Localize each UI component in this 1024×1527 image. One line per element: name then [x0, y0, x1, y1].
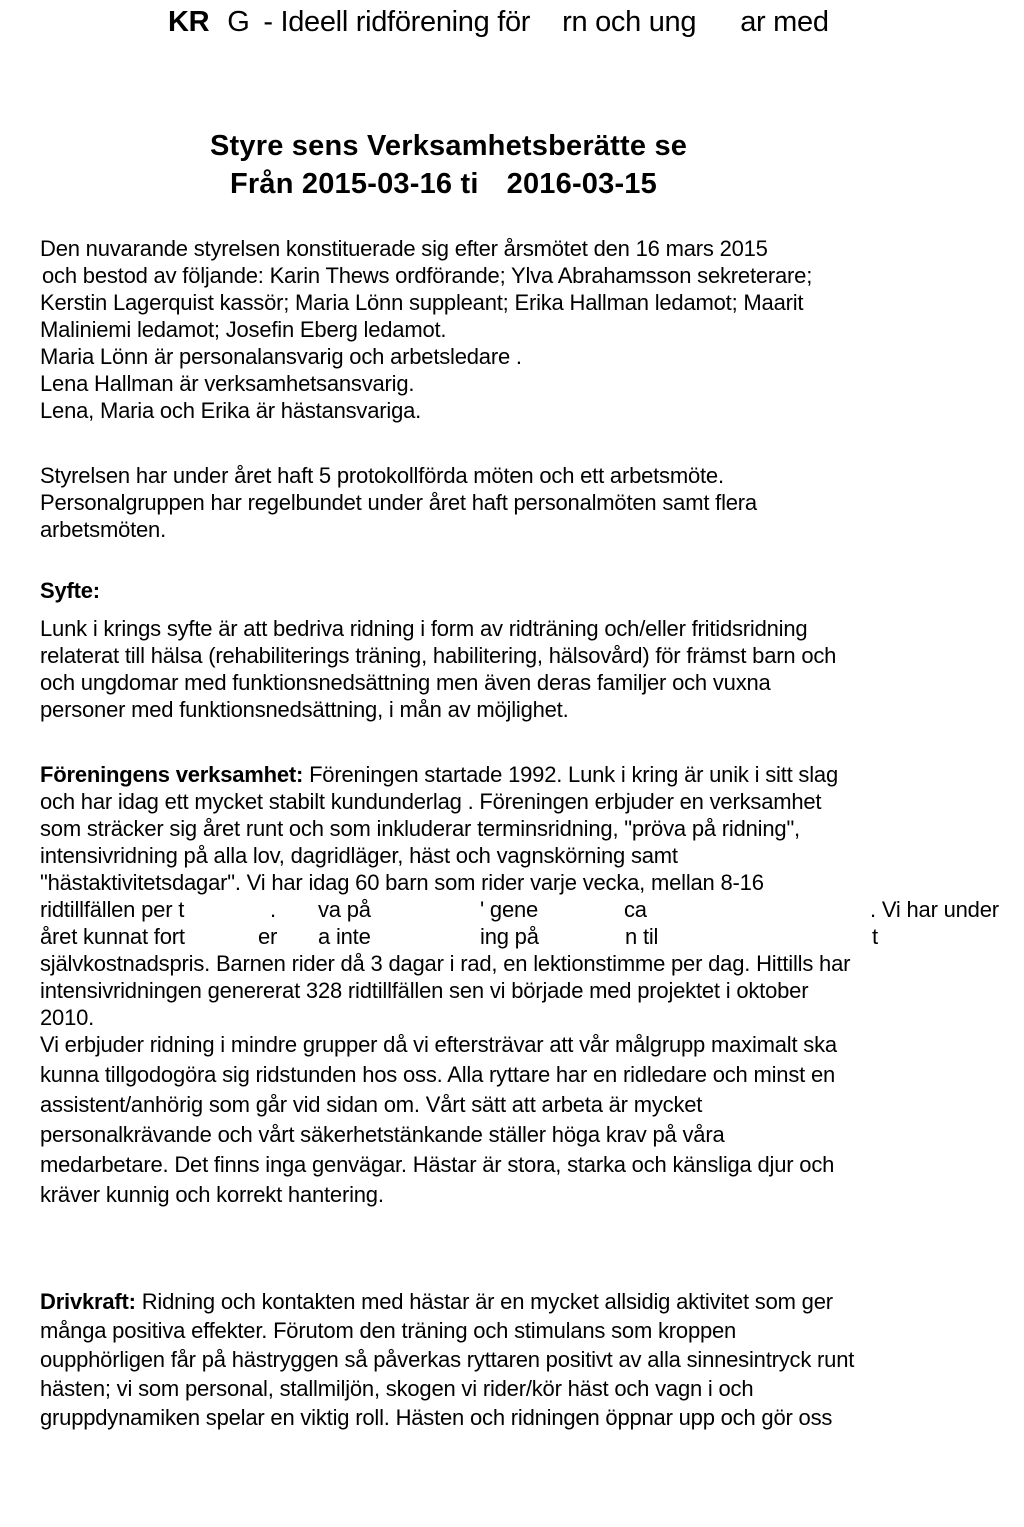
syfte-heading: Syfte: — [40, 578, 100, 603]
board-line: Lena Hallman är verksamhetsansvarig. — [40, 371, 415, 396]
board-line: och bestod av följande: Karin Thews ordförande; Ylva Abrahamsson sekreterare; — [42, 263, 813, 288]
verksamhet-line: som sträcker sig året runt och som inkluderar terminsridning, "pröva på ridning", — [40, 816, 800, 841]
verksamhet-line: intensivridning på alla lov, dagridläger, häst och vagnskörning samt — [40, 843, 678, 868]
verksamhet-heading: Föreningens verksamhet: — [40, 762, 304, 787]
board-line: Kerstin Lagerquist kassör; Maria Lönn suppleant; Erika Hallman ledamot; Maarit — [40, 290, 804, 315]
board-line: Den nuvarande styrelsen konstituerade sig efter årsmötet den 16 mars 2015 — [40, 236, 768, 261]
syfte-line: personer med funktionsnedsättning, i mån av möjlighet. — [40, 697, 569, 722]
page-title: Styre sens Verksamhetsberätte se — [210, 130, 688, 162]
meetings-line: Styrelsen har under året haft 5 protokollförda möten och ett arbetsmöte. — [40, 463, 724, 488]
verksamhet-line: medarbetare. Det finns inga genvägar. Hästar är stora, starka och känsliga djur och — [40, 1152, 835, 1177]
board-line: Lena, Maria och Erika är hästansvariga. — [40, 398, 422, 423]
drivkraft-line: hästen; vi som personal, stallmiljön, skogen vi rider/kör häst och vagn i och — [40, 1376, 754, 1401]
drivkraft-first-line: Drivkraft: Ridning och kontakten med hästar är en mycket allsidig aktivitet som ger — [40, 1289, 833, 1314]
drivkraft-line: gruppdynamiken spelar en viktig roll. Hästen och ridningen öppnar upp och gör oss — [40, 1405, 833, 1430]
verksamhet-line: personalkrävande och vårt säkerhetstänkande ställer höga krav på våra — [40, 1122, 725, 1147]
header-part-d: ar med — [740, 6, 829, 38]
drivkraft-heading: Drivkraft: — [40, 1289, 136, 1314]
meetings-line: Personalgruppen har regelbundet under året haft personalmöten samt flera — [40, 490, 757, 515]
verksamhet-line: "hästaktivitetsdagar". Vi har idag 60 barn som rider varje vecka, mellan 8-16 — [40, 870, 764, 895]
verksamhet-line: självkostnadspris. Barnen rider då 3 dagar i rad, en lektionstimme per dag. Hittills har — [40, 951, 851, 976]
fragment-piece: t — [872, 924, 878, 949]
document-header — [168, 6, 829, 39]
fragment-piece: året kunnat fort — [40, 924, 185, 949]
fragment-piece: ridtillfällen per t — [40, 897, 185, 922]
page-subtitle — [230, 168, 657, 201]
verksamhet-line: Vi erbjuder ridning i mindre grupper då vi eftersträvar att vår målgrupp maximalt ska — [40, 1032, 837, 1057]
drivkraft-line: oupphörligen får på hästryggen så påverkas ryttaren positivt av alla sinnesintryck runt — [40, 1347, 855, 1372]
fragment-piece: . Vi har under — [870, 897, 999, 922]
syfte-line: Lunk i krings syfte är att bedriva ridning i form av ridträning och/eller fritidsridning — [40, 616, 808, 641]
syfte-line: relaterat till hälsa (rehabiliterings träning, habilitering, hälsovård) för främst barn och — [40, 643, 837, 668]
verksamhet-line: 2010. — [40, 1005, 95, 1030]
fragment-piece: va på — [318, 897, 371, 922]
fragment-piece: ' gene — [480, 897, 539, 922]
header-part-c: rn och ung — [562, 6, 697, 38]
fragment-piece: ca — [624, 897, 647, 922]
subtitle-part-b: 2016-03-15 — [506, 168, 657, 200]
fragment-piece: er — [258, 924, 278, 949]
verksamhet-line: och har idag ett mycket stabilt kundunderlag . Föreningen erbjuder en verksamhet — [40, 789, 822, 814]
syfte-line: och ungdomar med funktionsnedsättning men även deras familjer och vuxna — [40, 670, 771, 695]
header-g: G — [227, 6, 250, 38]
drivkraft-line: många positiva effekter. Förutom den träning och stimulans som kroppen — [40, 1318, 737, 1343]
verksamhet-line: intensivridningen genererat 328 ridtillfällen sen vi började med projektet i oktober — [40, 978, 809, 1003]
board-line: Maliniemi ledamot; Josefin Eberg ledamot. — [40, 317, 447, 342]
board-line: Maria Lönn är personalansvarig och arbetsledare . — [40, 344, 522, 369]
verksamhet-line: kunna tillgodogöra sig ridstunden hos oss. Alla ryttare har en ridledare och minst en — [40, 1062, 836, 1087]
fragment-piece: ing på — [480, 924, 539, 949]
header-part-b: - Ideell ridförening för — [263, 6, 531, 38]
meetings-line: arbetsmöten. — [40, 517, 167, 542]
subtitle-part-a: Från 2015-03-16 ti — [230, 168, 479, 200]
verksamhet-line: kräver kunnig och korrekt hantering. — [40, 1182, 384, 1207]
fragment-piece: n til — [625, 924, 659, 949]
header-kr: KR — [168, 6, 210, 38]
verksamhet-line: assistent/anhörig som går vid sidan om. Vårt sätt att arbeta är mycket — [40, 1092, 703, 1117]
fragment-piece: a inte — [318, 924, 371, 949]
verksamhet-first-line: Föreningens verksamhet: Föreningen startade 1992. Lunk i kring är unik i sitt slag — [40, 762, 838, 787]
fragment-piece: . — [270, 897, 276, 922]
